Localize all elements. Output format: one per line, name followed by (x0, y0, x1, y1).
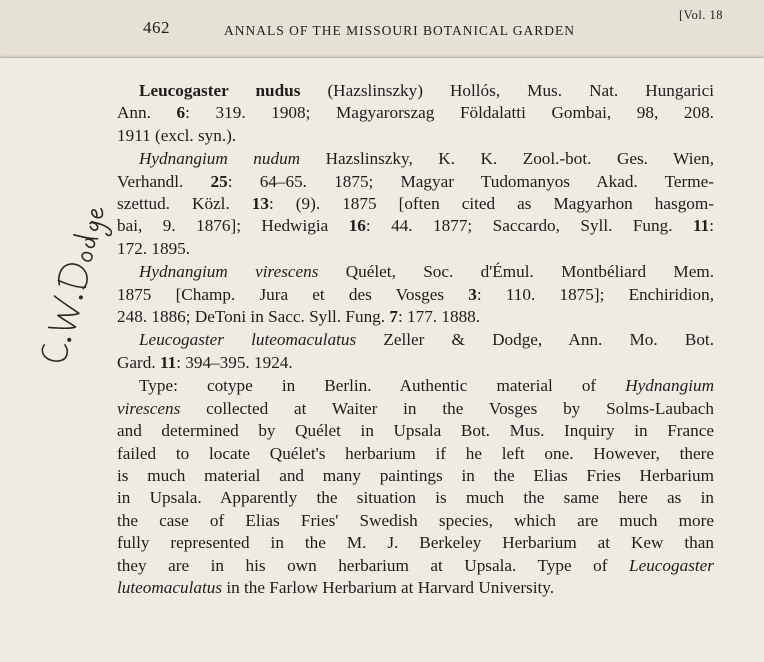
citation-hydnangium-virescens (117, 261, 714, 328)
text-line: they are in his own herbarium at Upsala. Type of Leucogaster (117, 555, 714, 575)
volume-label: [Vol. 18 (679, 8, 724, 22)
text-line: 1911 (excl. syn.). (117, 125, 237, 145)
type-note (117, 375, 714, 599)
synonym-name: Leucogaster luteomaculatus (139, 330, 357, 350)
text-line: 172. 1895. (117, 238, 191, 258)
text-line: 248. 1886; DeToni in Sacc. Syll. Fung. 7: 177. 1888. (117, 307, 481, 327)
text-line: luteomaculatus in the Farlow Herbarium at Harvard University. (117, 577, 555, 597)
citation-leucogaster-nudus (117, 80, 714, 147)
synonym-name: Hydnangium nudum (139, 149, 301, 169)
bibliography-body (117, 80, 714, 599)
text-line: in Upsala. Apparently the situation is much the same here as in (117, 488, 714, 508)
text-line: Ann. 6: 319. 1908; Magyarorszag Földalatti Gombai, 98, 208. (117, 103, 714, 123)
text-line: is much material and many paintings in the Elias Fries Herbarium (117, 465, 714, 485)
text-line: Leucogaster luteomaculatus Zeller & Dodge, Ann. Mo. Bot. (139, 330, 714, 350)
text-line: Type: cotype in Berlin. Authentic material of Hydnangium (139, 376, 714, 396)
text-line: Hydnangium nudum Hazslinszky, K. K. Zool.-bot. Ges. Wien, (139, 149, 714, 169)
text-line: Hydnangium virescens Quélet, Soc. d'Émul. Montbéliard Mem. (139, 262, 714, 282)
citation-leucogaster-luteomaculatus (117, 329, 714, 374)
text-line: virescens collected at Waiter in the Vosges by Solms-Laubach (117, 398, 714, 418)
taxon-name-accepted: Leucogaster nudus (139, 81, 301, 100)
text-line: Gard. 11: 394–395. 1924. (117, 352, 293, 372)
text-line: fully represented in the M. J. Berkeley Herbarium at Kew than (117, 533, 714, 553)
text-line: szettud. Közl. 13: (9). 1875 [often cited as Magyarhon hasgom- (117, 194, 714, 214)
text-line: Verhandl. 25: 64–65. 1875; Magyar Tudomanyos Akad. Terme- (117, 171, 714, 191)
running-head: ANNALS OF THE MISSOURI BOTANICAL GARDEN (224, 23, 576, 38)
text-line: the case of Elias Fries' Swedish species, which are much more (117, 510, 714, 530)
text-line: failed to locate Quélet's herbarium if he left one. However, there (117, 443, 714, 463)
citation-hydnangium-nudum (117, 148, 714, 260)
text-line: Leucogaster nudus (Hazslinszky) Hollós, Mus. Nat. Hungarici (139, 81, 714, 100)
synonym-name: Hydnangium virescens (139, 262, 319, 282)
page-number: 462 (143, 18, 170, 37)
text-line: bai, 9. 1876]; Hedwigia 16: 44. 1877; Saccardo, Syll. Fung. 11: (117, 216, 714, 236)
text-line: and determined by Quélet in Upsala Bot. Mus. Inquiry in France (117, 421, 714, 441)
text-line: 1875 [Champ. Jura et des Vosges 3: 110. 1875]; Enchiridion, (117, 284, 715, 304)
